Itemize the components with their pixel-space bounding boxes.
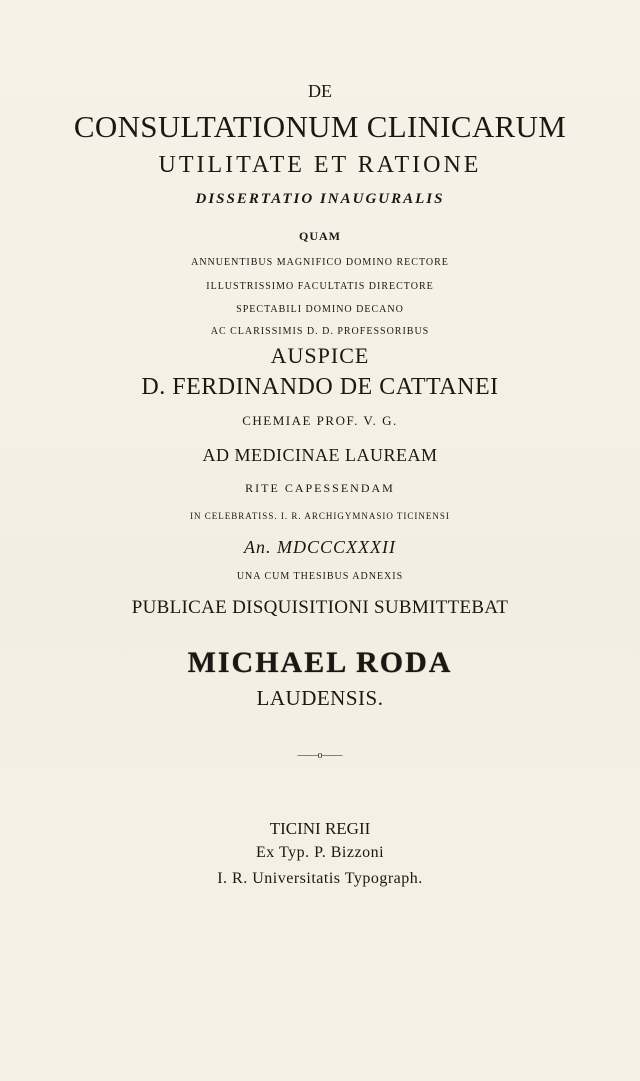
publicae-line: PUBLICAE DISQUISITIONI SUBMITTEBAT bbox=[131, 597, 509, 618]
author-name: MICHAEL RODA bbox=[187, 646, 453, 679]
patron-title: CHEMIAE PROF. V. G. bbox=[242, 413, 398, 428]
year-line: An. MDCCCXXXII bbox=[244, 537, 396, 557]
una-cum-line: UNA CUM THESIBUS ADNEXIS bbox=[236, 571, 404, 582]
ornament-rule: ——o—— bbox=[297, 750, 343, 761]
patron-name: D. FERDINANDO DE CATTANEI bbox=[141, 374, 499, 400]
illustrissimo-line: ILLUSTRISSIMO FACULTATIS DIRECTORE bbox=[206, 281, 434, 292]
subtitle: UTILITATE ET RATIONE bbox=[158, 152, 482, 178]
auspice-line: AUSPICE bbox=[270, 343, 370, 368]
dissertation-line: DISSERTATIO INAUGURALIS bbox=[195, 191, 445, 207]
celebratiss-line: IN CELEBRATISS. I. R. ARCHIGYMNASIO TICINENSI bbox=[190, 511, 450, 521]
imprint-place: TICINI REGII bbox=[269, 819, 371, 838]
quam-line: QUAM bbox=[299, 229, 341, 243]
spectabili-line: SPECTABILI DOMINO DECANO bbox=[236, 304, 404, 315]
main-title: CONSULTATIONUM CLINICARUM bbox=[73, 109, 567, 144]
de-line: DE bbox=[308, 81, 332, 101]
imprint-university: I. R. Universitatis Typograph. bbox=[217, 870, 423, 887]
clarissimis-line: AC CLARISSIMIS D. D. PROFESSORIBUS bbox=[210, 326, 430, 337]
author-origin: LAUDENSIS. bbox=[256, 686, 384, 710]
imprint-printer: Ex Typ. P. Bizzoni bbox=[255, 844, 385, 861]
annuentibus-line: ANNUENTIBUS MAGNIFICO DOMINO RECTORE bbox=[191, 257, 449, 268]
rite-line: RITE CAPESSENDAM bbox=[245, 481, 395, 495]
ad-medicinae-line: AD MEDICINAE LAUREAM bbox=[202, 445, 438, 465]
